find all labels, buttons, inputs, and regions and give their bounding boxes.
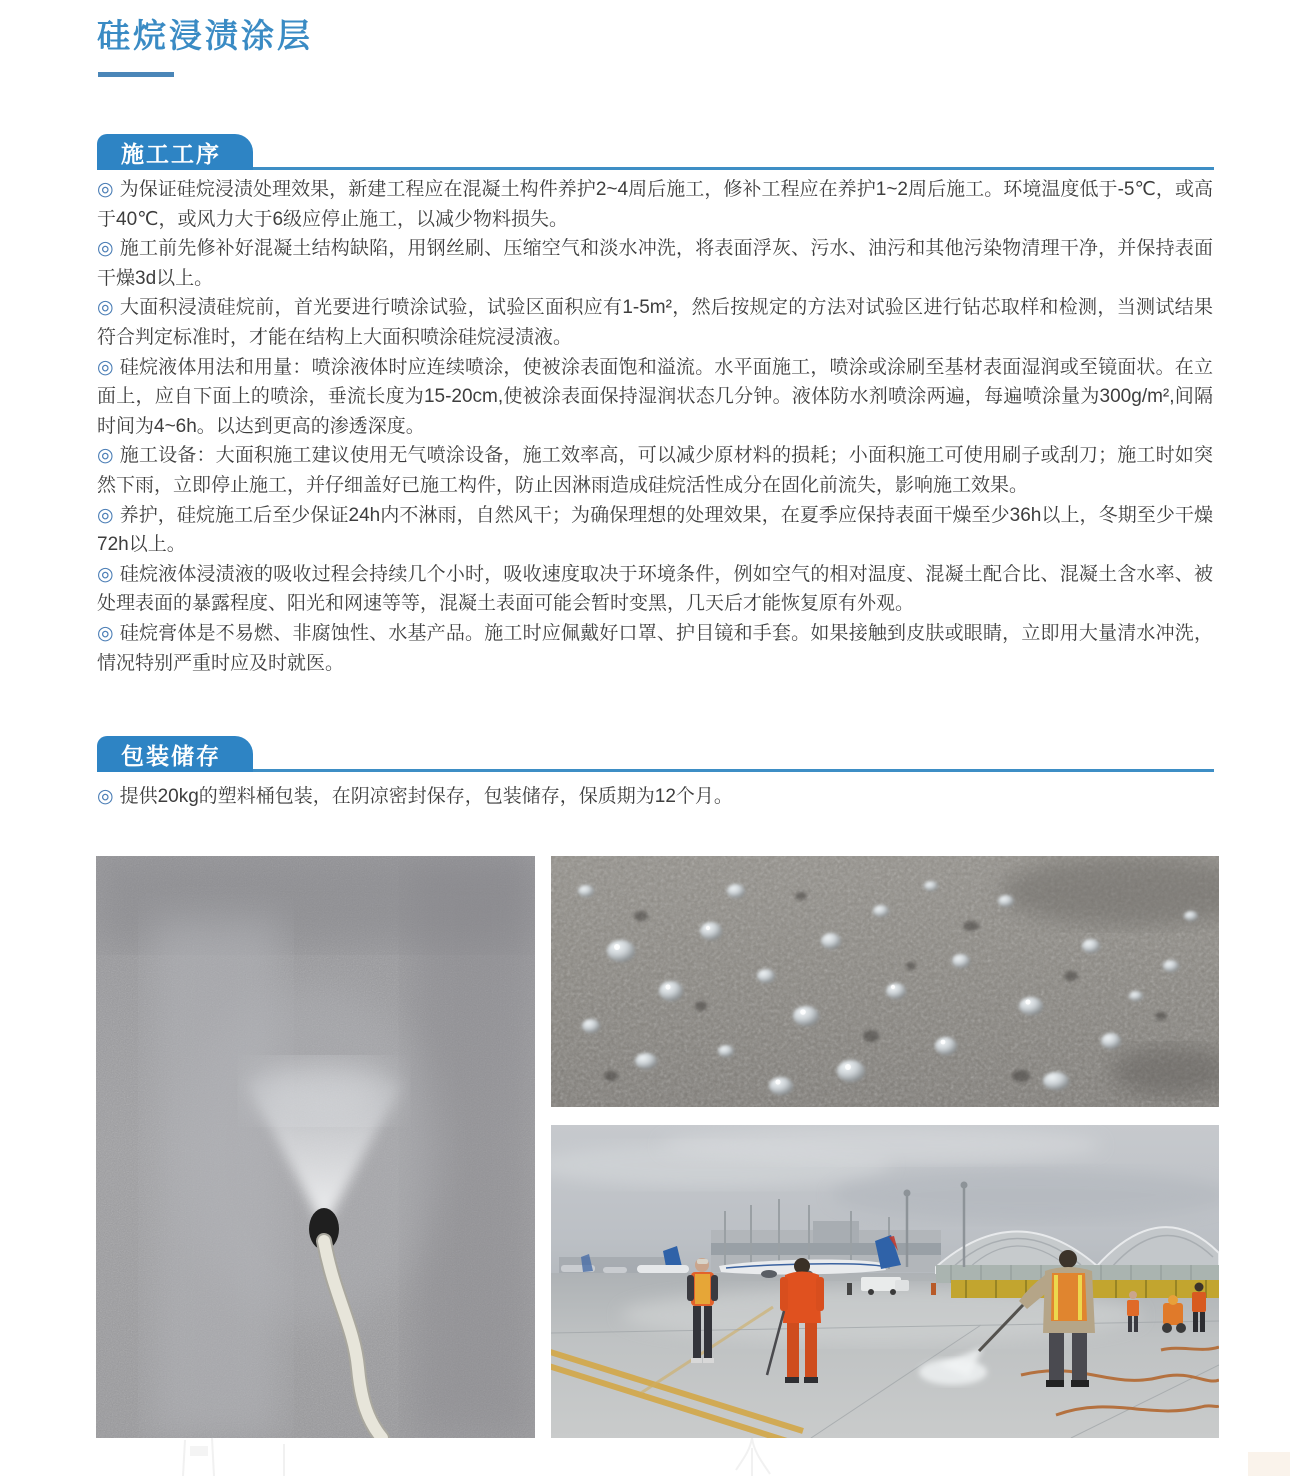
list-item [97, 175, 1213, 234]
list-item [97, 353, 1213, 442]
list-item [97, 293, 1213, 352]
ghost-marks [0, 1438, 1290, 1476]
bullet-icon: ◎ [97, 445, 114, 467]
photo-airport-apron [551, 1125, 1219, 1438]
bullet-icon: ◎ [97, 238, 114, 260]
item-text: 硅烷膏体是不易燃、非腐蚀性、水基产品。施工时应佩戴好口罩、护目镜和手套。如果接触到皮肤或眼睛，立即用大量清水冲洗，情况特别严重时应及时就医。 [97, 622, 1213, 674]
list-item [97, 501, 1213, 560]
section-tab-packaging-storage [97, 736, 253, 772]
section-rule [97, 769, 1214, 772]
bullet-icon: ◎ [97, 504, 114, 526]
list-item [97, 782, 1213, 812]
bullet-icon: ◎ [97, 786, 114, 807]
bullet-icon: ◎ [97, 563, 114, 585]
item-text: 为保证硅烷浸渍处理效果，新建工程应在混凝土构件养护2~4周后施工，修补工程应在养护1~2周后施工。环境温度低于-5℃，或高于40℃，或风力大于6级应停止施工，以减少物料损失。 [97, 179, 1213, 230]
section-tab-label: 包装储存 [121, 742, 221, 769]
page-title: 硅烷浸渍涂层 [97, 17, 313, 54]
section-tab-label: 施工工序 [121, 140, 221, 167]
item-text: 提供20kg的塑料桶包装，在阴凉密封保存，包装储存，保质期为12个月。 [119, 786, 733, 807]
bullet-icon: ◎ [97, 622, 114, 644]
section-tab-construction-procedure [97, 134, 253, 170]
bullet-icon: ◎ [97, 356, 114, 378]
photo-water-beads [551, 856, 1219, 1107]
list-item [97, 560, 1213, 619]
storage-list [97, 782, 1213, 812]
item-text: 施工设备：大面积施工建议使用无气喷涂设备，施工效率高，可以减少原材料的损耗；小面积施工可使用刷子或刮刀；施工时如突然下雨，立即停止施工，并仔细盖好已施工构件，防止因淋雨造成硅烷活性成分在固化前流失，影响施工效果。 [97, 445, 1213, 496]
procedure-list [97, 175, 1213, 678]
list-item [97, 619, 1213, 678]
item-text: 施工前先修补好混凝土结构缺陷，用钢丝刷、压缩空气和淡水冲洗，将表面浮灰、污水、油污和其他污染物清理干净，并保持表面干燥3d以上。 [97, 238, 1213, 289]
item-text: 大面积浸渍硅烷前，首光要进行喷涂试验，试验区面积应有1-5m²，然后按规定的方法对试验区进行钻芯取样和检测，当测试结果符合判定标准时，才能在结构上大面积喷涂硅烷浸渍液。 [97, 297, 1213, 348]
title-underline [98, 72, 174, 77]
item-text: 硅烷液体用法和用量：喷涂液体时应连续喷涂，使被涂表面饱和溢流。水平面施工，喷涂或涂刷至基材表面湿润或至镜面状。在立面上，应自下面上的喷涂，垂流长度为15-20cm,使被涂表面保持湿润状态几分钟。液体防水剂喷涂两遍，每遍喷涂量为300g/m²,间隔时间为4~6h。以达到更高的渗透深度。 [97, 356, 1213, 437]
section-rule [97, 167, 1214, 170]
bullet-icon: ◎ [97, 179, 114, 200]
list-item [97, 234, 1213, 293]
item-text: 硅烷液体浸渍液的吸收过程会持续几个小时，吸收速度取决于环境条件，例如空气的相对温度、混凝土配合比、混凝土含水率、被处理表面的暴露程度、阳光和网速等等，混凝土表面可能会暂时变黑，几天后才能恢复原有外观。 [97, 563, 1213, 615]
item-text: 养护，硅烷施工后至少保证24h内不淋雨，自然风干；为确保理想的处理效果，在夏季应保持表面干燥至少36h以上，冬期至少干燥72h以上。 [97, 504, 1213, 556]
list-item [97, 441, 1213, 500]
photo-spray-wall [96, 856, 535, 1438]
bullet-icon: ◎ [97, 297, 114, 319]
